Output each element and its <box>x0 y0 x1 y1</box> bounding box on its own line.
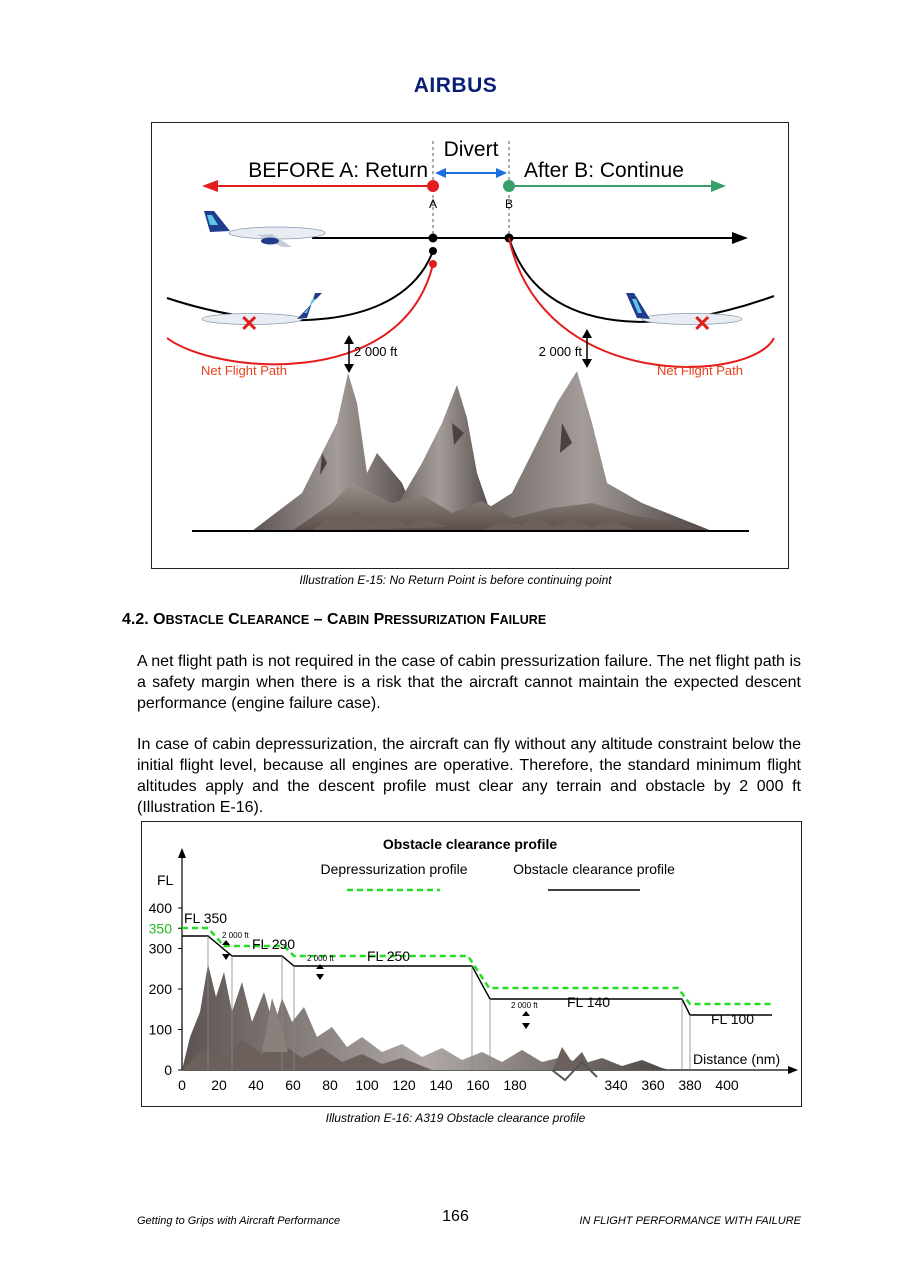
clearance-label-right: 2 000 ft <box>538 344 582 359</box>
page-number: 166 <box>442 1208 469 1225</box>
x-tick-label: 20 <box>211 1077 227 1093</box>
section-title-word: CLEARANCE <box>228 611 310 628</box>
section-title-word: – <box>313 611 323 628</box>
x-axis-label: Distance (nm) <box>693 1051 781 1067</box>
fl-label: FL 350 <box>184 910 228 926</box>
section-title-word: FAILURE <box>489 611 547 628</box>
obstacle-clearance-chart <box>142 822 801 1106</box>
x-tick-label: 60 <box>285 1077 301 1093</box>
paragraph-1: A net flight path is not required in the case of cabin pressurization failure. The net flight path is a safety margin when there is a risk that the aircraft cannot maintain the expected descent performance (engine failure case). <box>137 653 801 712</box>
section-title-word: PRESSURIZATION <box>373 611 486 628</box>
figure1-caption: Illustration E-15: No Return Point is before continuing point <box>299 573 612 587</box>
x-tick-label: 360 <box>641 1077 665 1093</box>
after-continue-label: After B: Continue <box>524 159 684 182</box>
x-tick-label: 40 <box>248 1077 264 1093</box>
mountain-range <box>252 371 712 531</box>
x-tick-label: 160 <box>466 1077 490 1093</box>
point-a-label: A <box>428 197 438 211</box>
fl-label: FL 100 <box>711 1011 755 1027</box>
section-title <box>153 611 546 628</box>
footer-left: Getting to Grips with Aircraft Performance <box>137 1215 341 1227</box>
point-b-label: B <box>504 197 514 211</box>
before-return-label: BEFORE A: Return <box>248 159 428 182</box>
point-a-dot <box>427 180 439 192</box>
y-axis-label: FL <box>157 872 174 888</box>
no-return-diagram <box>152 123 788 568</box>
section-number: 4.2. <box>122 611 149 628</box>
legend-depress-label: Depressurization profile <box>320 861 468 877</box>
fl-label: FL 250 <box>367 948 411 964</box>
y-tick-label: 300 <box>148 940 172 957</box>
margin-label: 2 000 ft <box>307 954 334 963</box>
descent-path-left <box>167 251 433 320</box>
aircraft-icon <box>202 293 322 336</box>
aircraft-icon <box>626 293 742 336</box>
chart-title: Obstacle clearance profile <box>382 836 558 852</box>
section-heading <box>122 611 546 629</box>
y-tick-label: 400 <box>148 900 172 916</box>
x-tick-label: 400 <box>715 1077 739 1093</box>
y-tick-label: 200 <box>148 981 172 997</box>
x-tick-label: 180 <box>503 1077 527 1093</box>
terrain <box>182 964 670 1080</box>
x-tick-label: 380 <box>678 1077 702 1093</box>
divert-label: Divert <box>443 138 499 161</box>
y-tick-label: 100 <box>148 1021 172 1038</box>
x-tick-label: 120 <box>392 1077 416 1093</box>
figure-obstacle-clearance <box>141 821 802 1107</box>
figure2-caption: Illustration E-16: A319 Obstacle clearance profile <box>325 1111 586 1125</box>
paragraph-2: In case of cabin depressurization, the aircraft can fly without any altitude constraint below the initial flight level, because all engines are operative. Therefore, the standard minimum flight altitudes apply and the descent profile must clear any terrain and obstacle by 2 000 ft (Illustration E-16). <box>137 736 801 816</box>
net-path-label-right: Net Flight Path <box>657 363 743 378</box>
aircraft-icon <box>204 211 325 247</box>
x-tick-label: 0 <box>178 1077 186 1093</box>
engine-failure-x-icon: ✕ <box>240 311 259 336</box>
point-b-dot <box>503 180 515 192</box>
clearance-label-left: 2 000 ft <box>354 344 398 359</box>
x-tick-label: 100 <box>355 1077 379 1093</box>
section-title-word: OBSTACLE <box>153 611 224 628</box>
x-tick-label: 340 <box>604 1077 628 1093</box>
x-tick-label: 140 <box>429 1077 453 1093</box>
footer-right: IN FLIGHT PERFORMANCE WITH FAILURE <box>579 1215 801 1227</box>
net-path-label-left: Net Flight Path <box>201 363 287 378</box>
x-tick-label: 80 <box>322 1077 338 1093</box>
y-tick-label: 350 <box>148 920 172 937</box>
section-title-word: CABIN <box>326 611 370 628</box>
y-tick-label: 0 <box>164 1062 172 1078</box>
engine-failure-x-icon: ✕ <box>693 311 712 336</box>
margin-label: 2 000 ft <box>222 931 249 940</box>
legend-obstacle-label: Obstacle clearance profile <box>513 861 675 877</box>
fl-label: FL 290 <box>252 936 296 952</box>
figure-no-return-point <box>151 122 789 569</box>
fl-label: FL 140 <box>567 994 611 1010</box>
margin-label: 2 000 ft <box>511 1001 538 1010</box>
airbus-logo: AIRBUS <box>413 74 498 97</box>
